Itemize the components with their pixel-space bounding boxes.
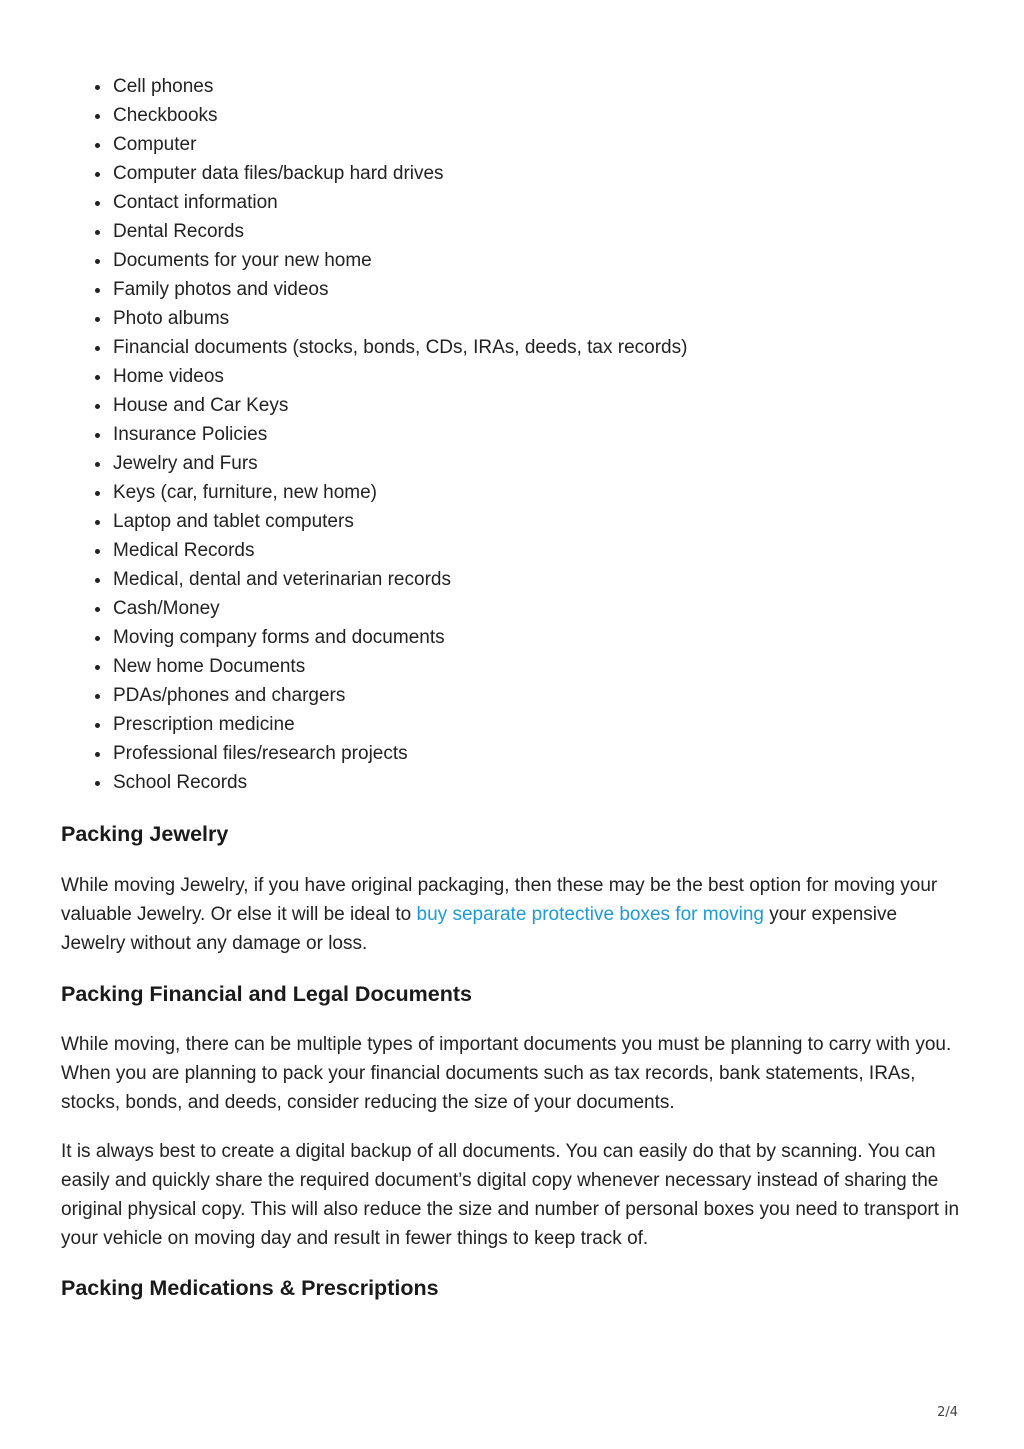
- list-item: • New home Documents: [112, 652, 687, 681]
- list-item: • Medical Records: [112, 536, 687, 565]
- list-item: • Dental Records: [112, 217, 687, 246]
- jewelry-text-after-link: your expensive Jewelry without any damage or loss.: [61, 904, 898, 954]
- list-item: • Moving company forms and documents: [112, 623, 687, 652]
- list-item: • House and Car Keys: [112, 391, 687, 420]
- financial-paragraph-1: While moving, there can be multiple types of important documents you must be planning to carry with you. When you are planning to pack your financial documents such as tax records, bank statements, IRAs, stocks, bonds, and deeds, consider reducing the size of your documents.: [61, 1034, 952, 1113]
- list-item: • Photo albums: [112, 304, 687, 333]
- list-item: • Prescription medicine: [112, 710, 687, 739]
- jewelry-text-before-link: While moving Jewelry, if you have original packaging, then these may be the best option for moving your valuable Jewelry. Or else it will be ideal to: [61, 875, 938, 925]
- protective-boxes-link[interactable]: buy separate protective boxes for moving: [416, 904, 764, 925]
- list-item: • Cell phones: [112, 72, 687, 101]
- page-number: 2/4: [937, 1405, 958, 1420]
- list-item: • Computer: [112, 130, 687, 159]
- jewelry-paragraph: [61, 871, 961, 958]
- list-item: • Checkbooks: [112, 101, 687, 130]
- list-item: • Cash/Money: [112, 594, 687, 623]
- important-items-list: [74, 72, 687, 797]
- list-item: • Medical, dental and veterinarian records: [112, 565, 687, 594]
- list-item: • Computer data files/backup hard drives: [112, 159, 687, 188]
- list-item: • Family photos and videos: [112, 275, 687, 304]
- list-item: • Documents for your new home: [112, 246, 687, 275]
- list-item: • Keys (car, furniture, new home): [112, 478, 687, 507]
- list-item: • School Records: [112, 768, 687, 797]
- list-item: • Insurance Policies: [112, 420, 687, 449]
- list-item: • Home videos: [112, 362, 687, 391]
- list-item: • Jewelry and Furs: [112, 449, 687, 478]
- financial-paragraph-2: It is always best to create a digital backup of all documents. You can easily do that by scanning. You can easily and quickly share the required document’s digital copy whenever necessary instead of sharing the original physical copy. This will also reduce the size and number of personal boxes you need to transport in your vehicle on moving day and result in fewer things to keep track of.: [61, 1141, 960, 1249]
- list-item: • Professional files/research projects: [112, 739, 687, 768]
- list-item: • Laptop and tablet computers: [112, 507, 687, 536]
- heading-packing-financial-documents: Packing Financial and Legal Documents: [61, 982, 472, 1006]
- heading-packing-medications: Packing Medications & Prescriptions: [61, 1276, 439, 1300]
- list-item: • PDAs/phones and chargers: [112, 681, 687, 710]
- list-item: • Contact information: [112, 188, 687, 217]
- list-item: • Financial documents (stocks, bonds, CDs, IRAs, deeds, tax records): [112, 333, 687, 362]
- heading-packing-jewelry: Packing Jewelry: [61, 822, 229, 846]
